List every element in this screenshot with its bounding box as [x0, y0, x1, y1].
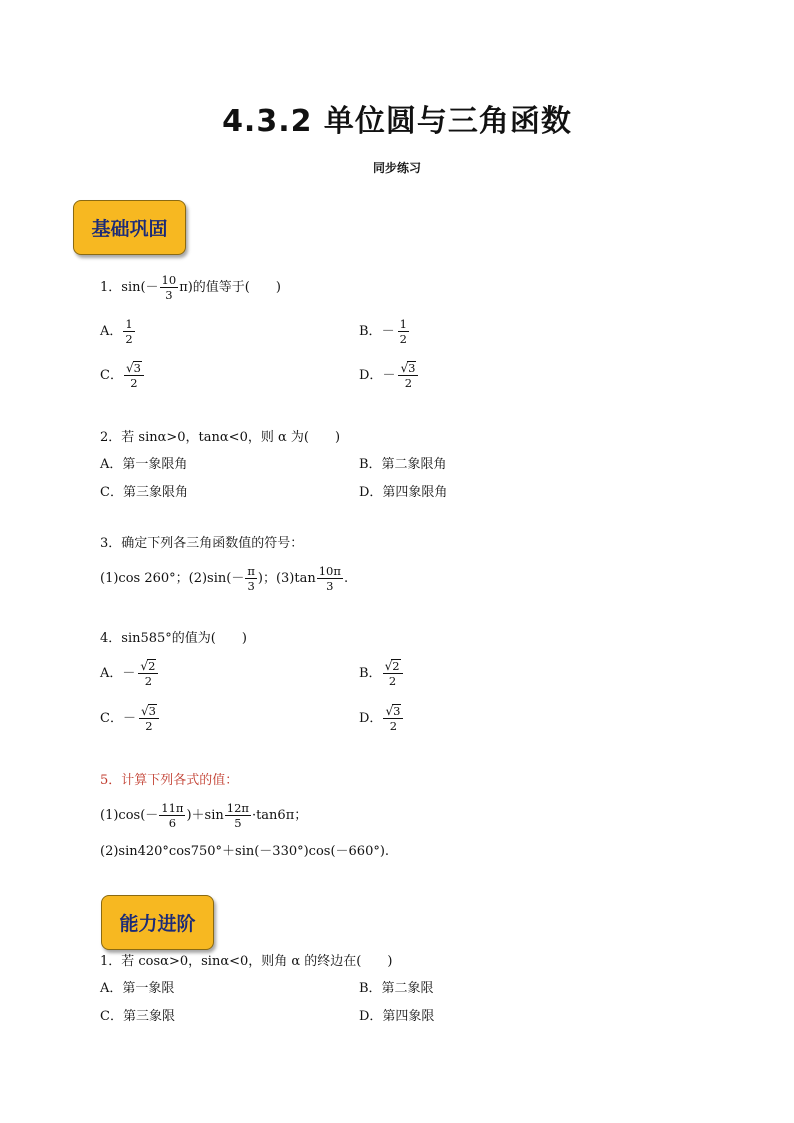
q5-l1-part-a: (1)cos(－ [100, 807, 159, 823]
q4-b-den: 2 [388, 674, 397, 688]
sqrt-symbol: √ 3 [385, 704, 401, 718]
q4-a-sign: － [122, 665, 136, 681]
q2-option-a: A．第一象限角 [100, 457, 188, 472]
sqrt-symbol: √ 3 [140, 704, 156, 718]
q5-f2-den: 5 [234, 816, 242, 830]
q1-a-den: 2 [125, 332, 133, 346]
q3-f1-den: 3 [247, 579, 255, 593]
q5-l1-part-c: ·tan6π； [251, 807, 308, 823]
q1-prefix: 1．sin(－ [100, 280, 159, 295]
q3-part-c: . [343, 570, 349, 586]
sqrt-symbol: √ 3 [400, 361, 416, 375]
q4-a-label: A． [100, 665, 123, 681]
q4-a-frac [138, 659, 158, 688]
q4-b-rad: 2 [392, 659, 400, 673]
q3-expressions [100, 564, 348, 593]
p1-option-c: C．第三象限 [100, 1009, 175, 1024]
q5-l1-part-b: )＋sin [186, 807, 224, 823]
q1-suffix: π)的值等于( ) [179, 280, 281, 295]
page-title: 4.3.2 单位圆与三角函数 [222, 104, 572, 139]
q1-c-den: 2 [130, 376, 138, 390]
page-subtitle: 同步练习 [372, 161, 421, 175]
q1-d-sign: － [382, 367, 396, 383]
q2-option-b: B．第二象限角 [359, 457, 447, 472]
q1-a-label: A． [100, 323, 123, 339]
question-4: 4．sin585°的值为( ) [100, 631, 247, 646]
q1-b-label: B． [359, 323, 382, 339]
q5-f2-num: 12π [226, 801, 249, 815]
q5-line-1 [100, 801, 307, 830]
advanced-question-1: 1．若 cosα>0，sinα<0，则角 α 的终边在( ) [100, 954, 393, 969]
q4-c-rad: 3 [148, 704, 156, 718]
q1-c-frac [124, 361, 144, 390]
q3-part-a: (1)cos 260°；(2)sin(－ [100, 570, 245, 586]
q1-d-rad: 3 [408, 361, 416, 375]
q3-part-b: )；(3)tan [257, 570, 316, 586]
sqrt-symbol: √ 2 [140, 659, 156, 673]
q3-f2-den: 3 [326, 579, 334, 593]
q4-c-den: 2 [145, 719, 153, 733]
q1-option-a [100, 317, 136, 346]
q5-line-2: (2)sin420°cos750°＋sin(－330°)cos(－660°). [100, 844, 390, 859]
question-5: 5．计算下列各式的值： [100, 773, 239, 788]
q1-option-b [359, 317, 410, 346]
p1-option-a: A．第一象限 [100, 981, 175, 996]
q3-frac-1 [245, 564, 257, 593]
q1-option-c [100, 361, 145, 390]
q1-b-num: 1 [399, 317, 407, 331]
q3-f1-num: π [247, 564, 255, 578]
q5-frac-1 [159, 801, 185, 830]
q4-c-frac [139, 704, 159, 733]
section-badge-basic: 基础巩固 [73, 200, 186, 255]
q1-b-frac [398, 317, 409, 346]
q3-f2-num: 10π [318, 564, 341, 578]
q4-d-label: D． [359, 710, 383, 726]
q1-frac-den: 3 [165, 288, 173, 302]
section-badge-advanced: 能力进阶 [101, 895, 214, 950]
q4-option-c [100, 704, 160, 733]
sqrt-symbol: √ 2 [384, 659, 400, 673]
q1-a-frac [123, 317, 134, 346]
q1-d-frac [398, 361, 418, 390]
q4-d-frac [383, 704, 403, 733]
q4-a-den: 2 [144, 674, 153, 688]
question-3: 3．确定下列各三角函数值的符号： [100, 536, 304, 551]
sqrt-symbol: √ 3 [125, 361, 141, 375]
q1-b-sign: － [381, 323, 395, 339]
q4-option-d [359, 704, 404, 733]
q1-frac-num: 10 [161, 273, 177, 287]
q4-c-sign: － [122, 710, 136, 726]
q4-option-a [100, 659, 159, 688]
q1-b-den: 2 [399, 332, 407, 346]
p1-option-d: D．第四象限 [359, 1009, 435, 1024]
question-1 [100, 273, 281, 302]
question-2: 2．若 sinα>0，tanα<0，则 α 为( ) [100, 430, 341, 445]
q4-c-label: C． [100, 710, 123, 726]
q4-option-b [359, 659, 404, 688]
q1-d-label: D． [359, 367, 383, 383]
q4-b-label: B． [359, 665, 382, 681]
q4-d-rad: 3 [393, 704, 401, 718]
q4-b-frac [383, 659, 403, 688]
q1-d-den: 2 [404, 376, 413, 390]
q1-a-num: 1 [125, 317, 133, 331]
q5-frac-2 [225, 801, 251, 830]
q2-option-c: C．第三象限角 [100, 485, 188, 500]
q1-option-d [359, 361, 419, 390]
q4-a-rad: 2 [148, 659, 156, 673]
q5-f1-den: 6 [168, 816, 177, 830]
p1-option-b: B．第二象限 [359, 981, 434, 996]
q1-c-label: C． [100, 367, 123, 383]
q3-frac-2 [317, 564, 343, 593]
q5-f1-num: 11π [161, 801, 184, 815]
q1-c-rad: 3 [133, 361, 141, 375]
q1-fraction [160, 273, 179, 302]
q2-option-d: D．第四象限角 [359, 485, 448, 500]
q4-d-den: 2 [389, 719, 398, 733]
